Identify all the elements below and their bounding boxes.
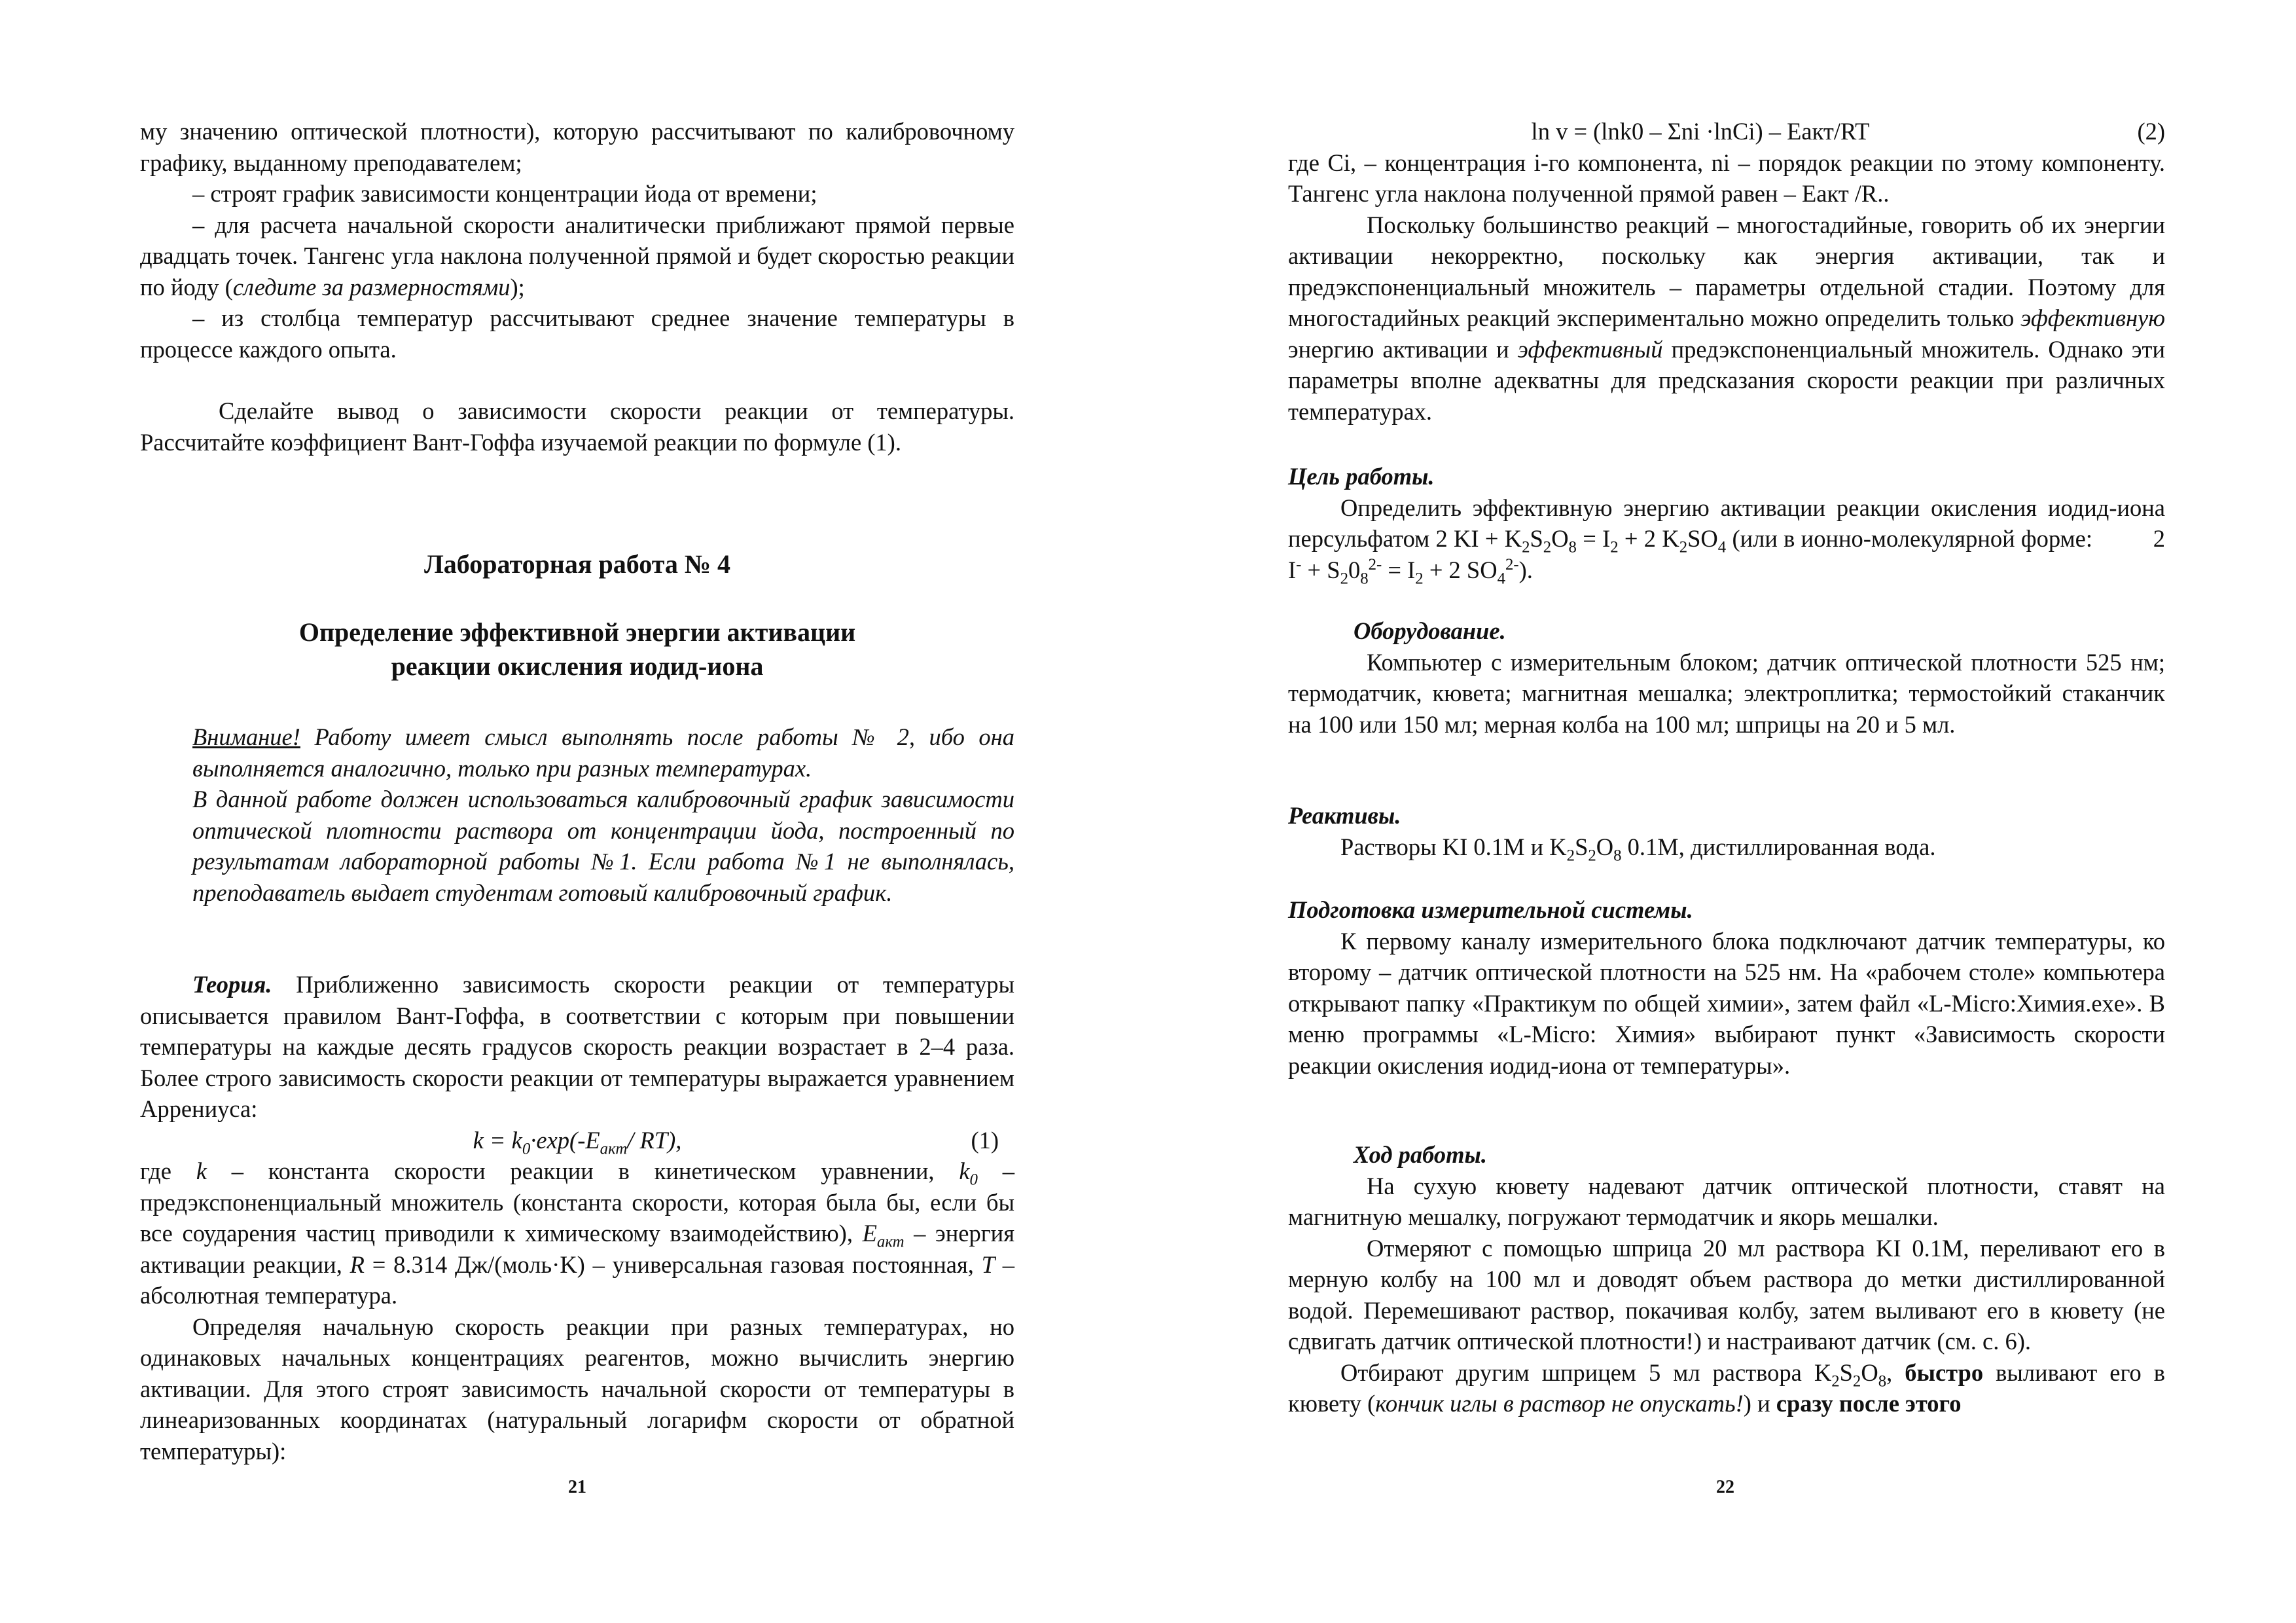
text-part: Растворы KI 0.1M и K (1340, 833, 1567, 860)
reagents-section (1288, 800, 2165, 862)
text-part: Определить эффективную энергию активации реакции окисления иодид-иона персульфатом 2 KI + K (1288, 494, 2165, 552)
multistage-paragraph (1288, 210, 2165, 428)
emphasis-text: эффективную (2020, 304, 2165, 331)
symbol-subscript: 0 (969, 1171, 978, 1189)
where-paragraph-2: где Ci, – концентрация i-го компонента, ni – порядок реакции по этому компоненту. Тангенс угла наклона полученной прямой равен – Eакт /R.. (1288, 149, 2165, 207)
goal-label: Цель работы. (1288, 463, 1435, 490)
prep-paragraph: К первому каналу измерительного блока подключают датчик температуры, ко второму – датчик оптической плотности на 525 нм. На «рабочем столе» компьютера открывают папку «Практикум по общей химии», затем файл «L-Micro:Химия.exe». В меню программы «L-Micro: Химия» выбирают пункт «Зависимость скорости реакции окисления иодид-иона от температуры». (1288, 927, 2165, 1079)
prep-section (1288, 894, 2165, 1081)
formula-part: k = k (473, 1126, 522, 1154)
emphasis-text: следите за размерностями (232, 273, 511, 301)
text-part: предэкспоненциальный множитель. Однако эти параметры вполне адекватны для предсказания скорости реакции при различных температурах. (1288, 335, 2165, 425)
attention-label: Внимание! (192, 723, 300, 750)
arrhenius-formula (140, 1125, 1014, 1156)
formula-subscript: 0 (522, 1139, 531, 1158)
text-part: энергию активации и (1288, 335, 1518, 363)
symbol-subscript: акт (876, 1233, 905, 1251)
theory-text: Приближенно зависимость скорости реакции от температуры описывается правилом Вант-Гоффа, в соответствии с которым при повышении температуры на каждые десять градусов скорость реакции возрастает в 2–4 раза. Более строго зависимость скорости реакции от температуры выражается уравнением Аррениуса: (140, 971, 1014, 1122)
formula-subscript: акт (600, 1139, 628, 1158)
page-21 (140, 0, 1014, 1623)
attention-paragraph-2: В данной работе должен использоваться калибровочный график зависимости оптической плотности раствора от концентрации йода, построенный по результатам лабораторной работы №1. Если работа №1 не выполнялась, преподаватель выдает студентам готовый калибровочный график. (192, 786, 1014, 906)
symbol: R (350, 1250, 365, 1278)
text-part: выливают его в кювету ( (1288, 1359, 2166, 1417)
reagents-label: Реактивы. (1288, 802, 1401, 829)
equipment-label: Оборудование. (1354, 617, 1506, 644)
symbol: T (981, 1250, 995, 1278)
symbol: k (959, 1158, 970, 1184)
conclusion-block (140, 395, 1014, 458)
course-paragraph-1: На сухую кювету надевают датчик оптической плотности, ставят на магнитную мешалку, погружают термодатчик и якорь мешалки. (1288, 1172, 2165, 1230)
list-item-text-end: ); (510, 273, 525, 301)
course-paragraph-3: Отбирают другим шприцем 5 мл раствора $K_2S_2O_8$, быстро выливают его в кювету (кончик иглы в раствор не опускать!) и сразу после этого (1288, 1359, 2166, 1417)
list-item-plot: – строят график зависимости концентрации йода от времени; (192, 180, 817, 207)
equipment-paragraph: Компьютер с измерительным блоком; датчик оптической плотности 525 нм; термодатчик, кювета; магнитная мешалка; электроплитка; термостойкий стаканчик на 100 или 150 мл; мерная колба на 100 мл; шприцы на 20 и 5 мл. (1288, 648, 2165, 738)
text-part: = 8.314 Дж/(моль·K) – универсальная газовая постоянная, (364, 1250, 982, 1278)
theory-section (140, 969, 1014, 1467)
theory-paragraph (140, 969, 1014, 1125)
list-item-temperature: – из столбца температур рассчитывают среднее значение температуры в процессе каждого опыта. (140, 304, 1014, 363)
course-section (1288, 1139, 2165, 1419)
symbol: E (862, 1220, 877, 1247)
formula-2 (1288, 116, 2165, 147)
attention-note (192, 721, 1014, 908)
attention-paragraph-1 (192, 721, 1014, 784)
lab-title: Лабораторная работа № 4 (423, 549, 731, 579)
list-item-text: – для расчета начальной скорости аналитически приближают прямой первые двадцать точек. Тангенс угла наклона полученной прямой и будет скоростью реакции по йоду ( (140, 211, 1014, 301)
text-part: Отбирают другим шприцем 5 мл раствора K (1340, 1359, 1832, 1386)
text-part: (или в ионно-молекулярной форме: (1732, 525, 2092, 552)
attention-text: Работу имеет смысл выполнять после работы № 2, ибо она выполняется аналогично, только при разных температурах. (192, 723, 1014, 782)
goal-paragraph: Определить эффективную энергию активации реакции окисления иодид-иона персульфатом 2 KI + $K_2S_2O_8 = I_2 + 2$ $K_2SO_4$ (или в ионно-молекулярной форме: 2 $I^- + S_20_8^{2-} = I_2 + 2$ $SO_4^{2-}$). (1288, 494, 2165, 587)
where-paragraph (140, 1156, 1014, 1311)
log-rate-formula: ln v = (lnk0 – Σni ·lnCi) – Eакт/RT (1531, 118, 1870, 145)
activation-energy-paragraph: Определяя начальную скорость реакции при разных температурах, но одинаковых начальных концентрациях реагентов, можно вычислить энергию активации. Для этого строят зависимость начальной скорости от температуры в линеаризованных координатах (натуральный логарифм скорости от обратной температуры): (140, 1313, 1014, 1465)
text-part: Поскольку большинство реакций – многостадийные, говорить об их энергии активации некорректно, поскольку как энергия активации, так и предэкспоненциальный множитель – параметры отдельной стадии. Поэтому для многостадийных реакций экспериментально можно определить только (1288, 211, 2165, 331)
intro-block (140, 116, 1014, 365)
bold-text: сразу после этого (1776, 1390, 1962, 1417)
bold-text: быстро (1905, 1359, 1984, 1386)
text-part: – энергия активации реакции, (140, 1220, 1014, 1278)
text-part: – абсолютная температура. (140, 1250, 1015, 1309)
equipment-section (1288, 615, 2165, 740)
symbol: k (196, 1158, 207, 1184)
list-item-initial-rate (140, 210, 1014, 303)
formula-2-block (1288, 116, 2165, 427)
lab-subtitle-line-1: Определение эффективной энергии активации (298, 617, 856, 647)
paragraph-continuation: му значению оптической плотности), которую рассчитывают по калибровочному графику, выданному преподавателем; (140, 118, 1014, 176)
page-number: 21 (568, 1477, 586, 1497)
emphasis-text: кончик иглы в раствор не опускать! (1375, 1390, 1744, 1417)
formula-part: ·exp(-E (530, 1126, 600, 1154)
reagents-paragraph: Растворы KI 0.1M и $K_2S_2O_8$ 0.1M, дистиллированная вода. (1340, 833, 1936, 864)
text-part: 0.1M, дистиллированная вода. (1621, 833, 1936, 860)
course-label: Ход работы. (1354, 1141, 1487, 1168)
text-part: где (140, 1158, 196, 1184)
theory-label: Теория. (192, 971, 272, 998)
lab-subtitle-line-2: реакции окисления иодид-иона (391, 651, 764, 681)
formula-1 (140, 1125, 1014, 1156)
goal-section (1288, 461, 2165, 585)
text-part: – предэкспоненциальный множитель (константа скорости, которая была бы, если бы все соударения частиц приводили к химическому взаимодействию), (140, 1158, 1014, 1247)
text-part: ) и (1743, 1390, 1776, 1417)
formula-part: / RT), (627, 1126, 682, 1154)
formula-number: (1) (971, 1126, 999, 1154)
conclusion-paragraph: Сделайте вывод о зависимости скорости реакции от температуры. Рассчитайте коэффициент Вант-Гоффа изучаемой реакции по формуле (1). (140, 397, 1014, 456)
page-22 (1288, 0, 2165, 1623)
text-part: – константа скорости реакции в кинетическом уравнении, (206, 1158, 960, 1184)
emphasis-text: эффективный (1517, 335, 1663, 363)
course-paragraph-2: Отмеряют с помощью шприца 20 мл раствора KI 0.1M, переливают его в мерную колбу на 100 мл и доводят объем раствора до метки дистиллированной водой. Перемешивают раствор, покачивая колбу, затем выливают его в кювету (не сдвигать датчик оптической плотности!) и настраивают датчик (см. с. 6). (1288, 1234, 2165, 1355)
prep-label: Подготовка измерительной системы. (1288, 896, 1693, 923)
formula-number: (2) (2137, 118, 2165, 145)
page-number: 22 (1716, 1477, 1734, 1497)
